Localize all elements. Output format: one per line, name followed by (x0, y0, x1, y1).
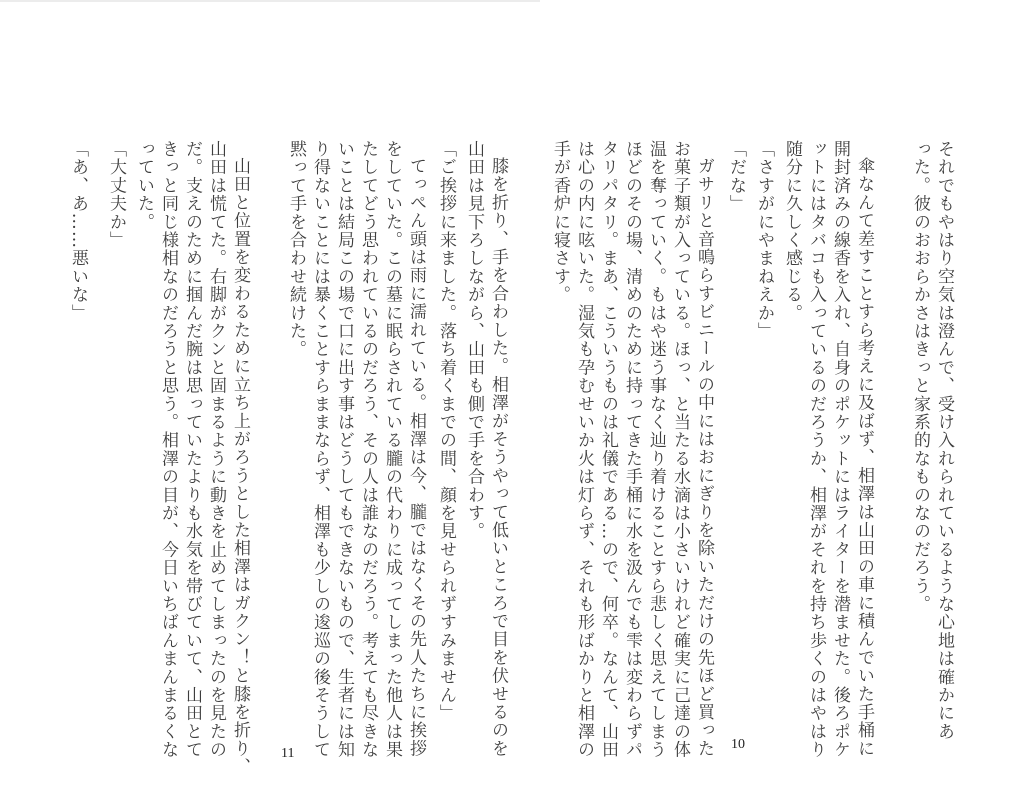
text-line: たしてどう思われているのだろう、その人は誰なのだろう。考えても尽きな (358, 140, 378, 759)
text-line: タリパタリ。まあ、こういうものは礼儀である…ので、何卒。なんて、山田 (598, 140, 618, 759)
page-number: 11 (281, 746, 295, 761)
page-10 (512, 0, 1024, 803)
text-line: 山田は見下ろしながら、山田も側で手を合わす。 (464, 140, 484, 541)
text-line: 温を奪っていく。もはや迷う事なく辿り着けることすら悲しく思えてしまう (646, 140, 666, 759)
dialogue-line: 「さすがにやまねえか」 (754, 140, 774, 341)
text-line: いことは結局この場で口に出す事はどうしてもできないもので、生者には知 (334, 140, 354, 759)
text-line: った。彼のおおらかさはきっと家系的なものなのだろう。 (910, 140, 930, 614)
text-line: 開封済みの線香を入れ、自身のポケットにはライターを潜ませた。後ろポケ (830, 140, 850, 759)
dialogue-line: 「だな」 (726, 140, 746, 213)
text-line: は心の内に呟いた。湿気も孕むせいか火は灯らず、それも形ばかりと相澤の (574, 140, 594, 759)
text-line: ットにはタバコも入っているのだろうか、相澤がそれを持ち歩くのはやはり (806, 140, 826, 759)
text-line: り得ないことには暴くことすらままならず、相澤も少しの逡巡の後そうして (310, 140, 330, 759)
text-line: ほどのその場、清めのために持ってきた手桶に水を汲んでも雫は変わらずパ (622, 140, 642, 759)
text-line: きっと同じ様相なのだろうと思う。相澤の目が、今日いちばんまんまるくな (158, 140, 178, 759)
dialogue-line: 「大丈夫か」 (106, 140, 126, 250)
text-line: それでもやはり空気は澄んで、受け入れられているような心地は確かにあ (934, 140, 954, 741)
text-line: 黙って手を合わせ続けた。 (286, 140, 306, 359)
text-line: お菓子類が入っている。ほっ、と当たる水滴は小さいけれど確実に己達の体 (670, 140, 690, 759)
text-line: をしていた。この墓に眠らされている朧の代わりに成ってしまった他人は果 (382, 140, 402, 759)
text-line: だ。支えのために掴んだ腕は思っていたよりも水気を帯びていて、山田とて (182, 140, 202, 759)
text-line: 傘なんて差すことすら考えに及ばず、相澤は山田の車に積んでいた手桶に (854, 157, 874, 758)
text-line: っていた。 (134, 140, 154, 231)
dialogue-line: 「ご挨拶に来ました。落ち着くまでの間、顔を見せられずすみません」 (436, 140, 456, 723)
text-line: 膝を折り、手を合わした。相澤がそうやって低いところで目を伏せるのを (488, 157, 508, 758)
text-line: 山田と位置を変わるために立ち上がろうとした相澤はガクン！と膝を折り、 (230, 157, 250, 776)
text-line: 手が香炉に寝さす。 (550, 140, 570, 304)
text-line: てっぺん頭は雨に濡れている。相澤は今、朧ではなくその先人たちに挨拶 (406, 157, 426, 758)
text-line: ガサリと音鳴らすビニールの中にはおにぎりを除いただけの先ほど買った (694, 157, 714, 758)
page-number: 10 (731, 737, 745, 752)
dialogue-line: 「あ、あ……悪いな」 (68, 140, 88, 322)
text-line: 随分に久しく感じる。 (782, 140, 802, 322)
text-line: 山田は慌てた。右脚がクンと固まるように動きを止めてしまったのを見たの (206, 140, 226, 759)
